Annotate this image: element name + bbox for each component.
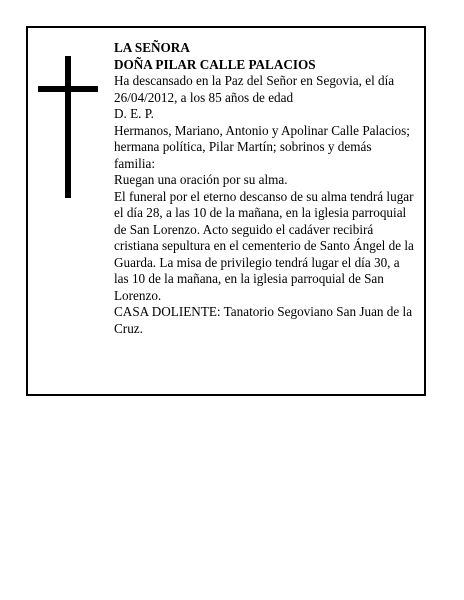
notice-text bbox=[114, 40, 414, 337]
rested-statement: Ha descansado en la Paz del Señor en Segovia, el día 26/04/2012, a los 85 años de edad bbox=[114, 73, 395, 105]
obituary-notice bbox=[26, 26, 426, 396]
family-list: Hermanos, Mariano, Antonio y Apolinar Calle Palacios; hermana política, Pilar Martín; sobrinos y demás familia: bbox=[114, 122, 410, 171]
prayer-request: Ruegan una oración por su alma. bbox=[114, 172, 288, 187]
cross-vertical-bar bbox=[65, 56, 71, 198]
funeral-details: El funeral por el eterno descanso de su alma tendrá lugar el día 28, a las 10 de la mañana, en la iglesia parroquial de San Lorenzo. Acto seguido el cadáver recibirá cristiana sepultura en el cementerio de Santo Ángel de la Guarda. La misa de privilegio tendrá lugar el día 30, a las 10 de la mañana, en la iglesia parroquial de San Lorenzo. bbox=[114, 188, 414, 303]
casa-doliente: CASA DOLIENTE: Tanatorio Segoviano San Juan de la Cruz. bbox=[114, 304, 413, 336]
deceased-title: LA SEÑORA bbox=[114, 40, 190, 55]
deceased-name: DOÑA PILAR CALLE PALACIOS bbox=[114, 56, 316, 72]
cross-icon bbox=[38, 56, 98, 198]
dep-line: D. E. P. bbox=[114, 106, 154, 121]
cross-horizontal-bar bbox=[38, 86, 98, 92]
